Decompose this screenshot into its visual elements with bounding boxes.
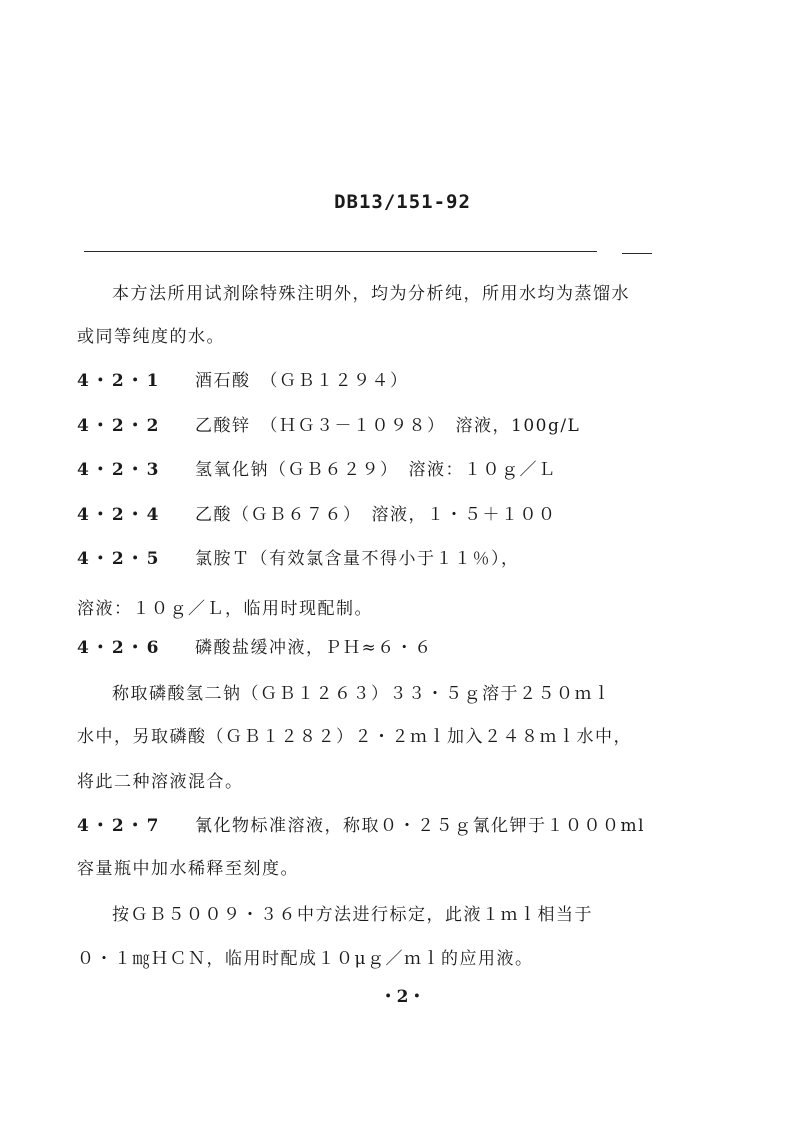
item-4-2-7-desc-line-2: 按ＧＢ５００９・３６中方法进行标定，此液１ｍｌ相当于 <box>112 905 593 925</box>
item-number: 4・2・7 <box>77 816 162 836</box>
intro-line-1: 本方法所用试剂除特殊注明外，均为分析纯，所用水均为蒸馏水 <box>112 284 630 304</box>
item-4-2-7 <box>77 815 645 837</box>
page-number: ・2・ <box>379 987 426 1007</box>
item-4-2-4 <box>77 504 557 526</box>
item-4-2-3 <box>77 459 557 481</box>
item-number: 4・2・2 <box>77 416 162 436</box>
item-4-2-5 <box>77 548 520 570</box>
item-text: 乙酸（ＧＢ６７６） 溶液，１・５＋１００ <box>195 505 557 525</box>
item-text: 氯胺Ｔ（有效氯含量不得小于１１％）， <box>195 549 520 569</box>
item-number: 4・2・4 <box>77 505 162 525</box>
item-4-2-6-desc-line-3: 将此二种溶液混合。 <box>77 772 244 792</box>
item-4-2-7-desc-line-3: ０・１㎎ＨＣＮ，临用时配成１０μｇ／ｍｌ的应用液。 <box>77 949 534 969</box>
item-text: 磷酸盐缓冲液，ＰＨ≈６・６ <box>195 638 433 658</box>
item-number: 4・2・6 <box>77 638 162 658</box>
item-text: 氰化物标准溶液，称取０・２５ｇ氰化钾于１０００ml <box>195 816 646 836</box>
intro-line-2: 或同等纯度的水。 <box>77 327 225 347</box>
item-4-2-6-desc-line-2: 水中，另取磷酸（ＧＢ１２８２）２・２ｍｌ加入２４８ｍｌ水中， <box>77 727 632 747</box>
document-number: DB13/151-92 <box>334 191 471 213</box>
item-4-2-5-continuation: 溶液：１０ｇ／Ｌ，临用时现配制。 <box>77 599 373 619</box>
item-4-2-6 <box>77 637 433 659</box>
item-4-2-7-desc-line-1: 容量瓶中加水稀释至刻度。 <box>77 859 299 879</box>
item-text: 乙酸锌 （ＨＧ３－１０９８） 溶液，100g/L <box>195 416 581 436</box>
item-4-2-6-desc-line-1: 称取磷酸氢二钠（ＧＢ１２６３）３３・５ｇ溶于２５０ｍｌ <box>112 684 612 704</box>
item-4-2-1 <box>77 370 409 392</box>
item-text: 酒石酸 （ＧＢ１２９４） <box>195 371 409 391</box>
item-number: 4・2・5 <box>77 549 162 569</box>
item-text: 氢氧化钠（ＧＢ６２９） 溶液：１０ｇ／Ｌ <box>195 460 557 480</box>
item-number: 4・2・3 <box>77 460 162 480</box>
header-rule-dash <box>622 253 652 254</box>
item-4-2-2 <box>77 415 580 437</box>
header-rule <box>84 251 597 252</box>
item-number: 4・2・1 <box>77 371 162 391</box>
